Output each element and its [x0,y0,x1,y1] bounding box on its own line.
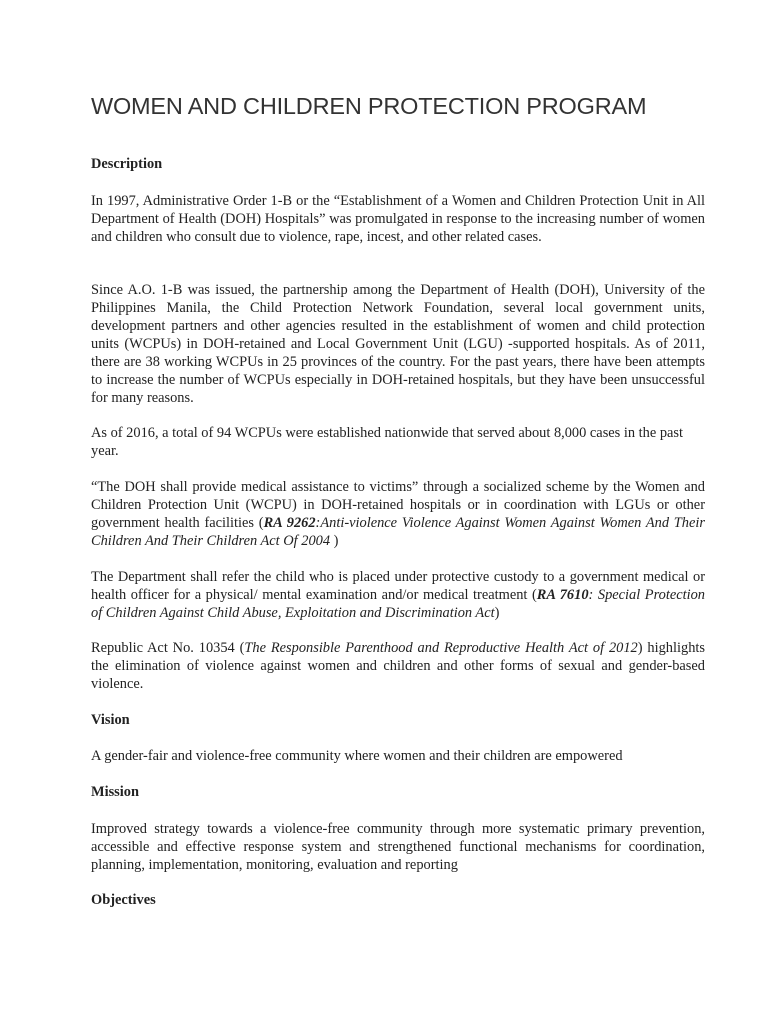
ra-10354-title: The Responsible Parenthood and Reproductive Health Act of 2012 [244,640,638,656]
vision-heading: Vision [91,712,130,728]
description-paragraph-3: As of 2016, a total of 94 WCPUs were established nationwide that served about 8,000 cases in the past year. [91,425,684,459]
description-paragraph-2: Since A.O. 1-B was issued, the partnership among the Department of Health (DOH), University of the Philippines Manila, the Child Protection Network Foundation, several local government units, development partners and other agencies resulted in the establishment of women and child protection units (WCPUs) in DOH-retained and Local Government Unit (LGU) -supported hospitals. As of 2011, there are 38 working WCPUs in 25 provinces of the country. For the past years, there have been attempts to increase the number of WCPUs especially in DOH-retained hospitals, but they have been unsuccessful for many reasons. [91,282,705,406]
mission-text: Improved strategy towards a violence-free community through more systematic primary prevention, accessible and effective response system and strengthened functional mechanisms for coordination, planning, implementation, monitoring, evaluation and reporting [91,821,705,873]
paragraph-5-close: ) [494,605,500,621]
page-title: WOMEN AND CHILDREN PROTECTION PROGRAM [91,93,647,119]
description-paragraph-1: In 1997, Administrative Order 1-B or the “Establishment of a Women and Children Protection Unit in All Department of Health (DOH) Hospitals” was promulgated in response to the increasing number of women and children who consult due to violence, rape, incest, and other related cases. [91,193,705,245]
paragraph-5-text: The Department shall refer the child who is placed under protective custody to a government medical or health officer for a physical/ mental examination and/or medical treatment ( [91,569,705,603]
description-paragraph-6 [91,639,705,693]
ra-7610-title: : Special Protection of Children Against Child Abuse, Exploitation and Discrimination Act [91,587,706,621]
ra-9262-reference: RA 9262 [263,515,316,531]
description-heading: Description [91,156,163,172]
paragraph-4-close: ) [330,533,339,549]
ra-7610-reference: RA 7610 [536,587,589,603]
vision-text: A gender-fair and violence-free community where women and their children are empowered [91,748,623,764]
objectives-heading: Objectives [91,892,156,908]
description-paragraph-4 [91,478,705,550]
paragraph-6-text: Republic Act No. 10354 ( [91,640,245,656]
paragraph-6-rest: ) highlights the elimination of violence against women and children and other forms of sexual and gender-based violence. [91,640,705,692]
ra-9262-title: :Anti-violence Violence Against Women Against Women And Their Children And Their Children Act Of 2004 [91,515,705,549]
mission-heading: Mission [91,784,139,800]
paragraph-4-text: “The DOH shall provide medical assistance to victims” through a socialized scheme by the Women and Children Protection Unit (WCPU) in DOH-retained hospitals or in coordination with LGUs or other government health facilities ( [91,479,705,531]
description-paragraph-5 [91,568,705,622]
